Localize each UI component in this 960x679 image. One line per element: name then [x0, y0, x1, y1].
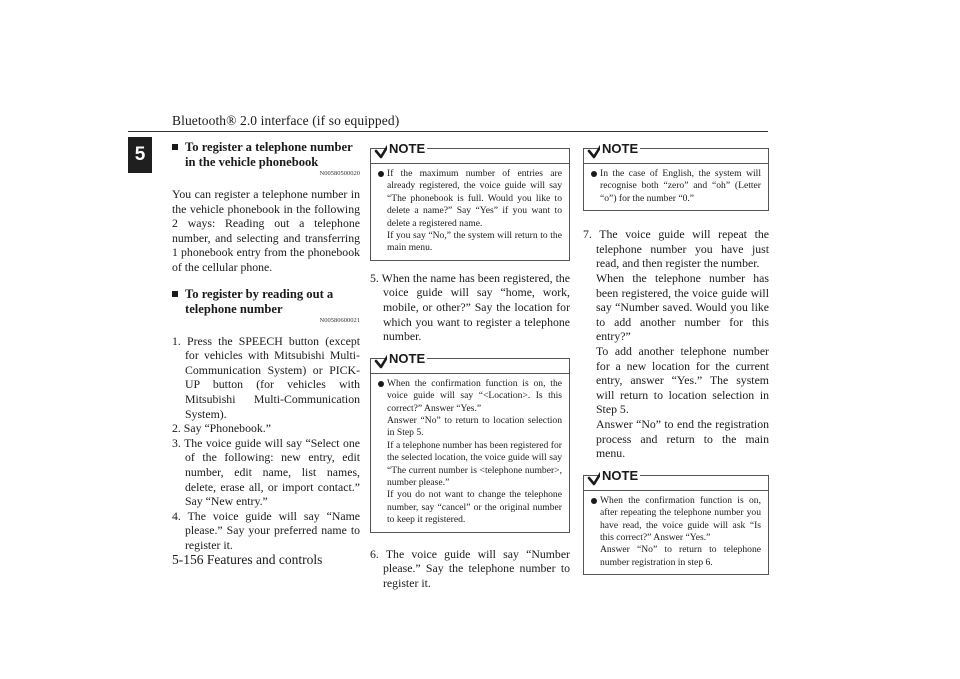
column-middle	[370, 140, 570, 590]
page-footer: 5-156 Features and controls	[172, 552, 323, 567]
note-label: NOTE	[389, 141, 426, 156]
step-item: 4. The voice guide will say “Name please.” Say your preferred name to register it.	[172, 508, 360, 552]
note-text: In the case of English, the system will recognise both “zero” and “oh” (Letter “o”) for the number “0.”	[600, 168, 761, 204]
note-body	[584, 164, 768, 210]
step-item: 1. Press the SPEECH button (except for vehicles with Mitsubishi Multi-Communication System) or PICK-UP button (for vehicles with Mitsubishi Multi-Communication System).	[172, 333, 360, 421]
note-header	[584, 141, 768, 164]
note-box	[583, 141, 769, 211]
note-header	[371, 141, 569, 164]
step-item: 2. Say “Phonebook.”	[172, 421, 271, 436]
note-text: If a telephone number has been registered for the selected location, the voice guide will say “The current number is <telephone number>, number please.”	[387, 439, 562, 489]
note-body	[371, 164, 569, 260]
note-text: If you do not want to change the telephone number, say “cancel” or the original number to keep it registered.	[387, 489, 562, 526]
column-right	[583, 140, 769, 575]
note-text: If the maximum number of entries are already registered, the voice guide will say “The phonebook is full. Would you like to delete a name?” Say “Yes” if you want to delete a registered name.	[387, 168, 562, 229]
note-box	[370, 141, 570, 261]
section-heading	[172, 287, 360, 317]
note-text: When the confirmation function is on, the voice guide will say “<Location>. Is this correct?” Answer “Yes.”	[387, 377, 562, 414]
step-item: 3. The voice guide will say “Select one of the following: new entry, edit number, edit name, list names, delete, erase all, or import contact.” Say “New entry.”	[172, 435, 360, 509]
note-label: NOTE	[602, 467, 639, 483]
step-item: 6. The voice guide will say “Number please.” Say the telephone number to register it.	[370, 546, 570, 590]
round-bullet-icon	[591, 171, 597, 177]
note-body	[371, 374, 569, 532]
note-header	[584, 467, 768, 491]
note-text: If you say “No,” the system will return to the main menu.	[387, 230, 562, 254]
step-item: 7. The voice guide will repeat the telephone number you have just read, and then register the number.	[583, 227, 769, 271]
chapter-tab: 5	[128, 137, 152, 173]
step-continuation: To add another telephone number for a new location for the current entry, answer “Yes.” The system will return to location selection in Step 5.	[596, 343, 769, 417]
note-label: NOTE	[389, 350, 426, 366]
step-item: 5. When the name has been registered, the voice guide will say “home, work, mobile, or other?” Say the location for which you want to register a telephone number.	[370, 270, 570, 344]
note-header	[371, 350, 569, 374]
step-continuation: When the telephone number has been registered, the voice guide will say “Number saved. Would you like to add another number for this entry?”	[596, 271, 769, 344]
body-paragraph: You can register a telephone number in the vehicle phonebook in the following 2 ways: Reading out a telephone number, and selecting and transferring 1 phonebook entry from the phonebook of the cellular phone.	[172, 187, 360, 274]
note-body	[584, 491, 768, 574]
step-continuation: Answer “No” to end the registration process and return to the main menu.	[596, 416, 769, 461]
column-left	[172, 140, 360, 552]
header-rule	[128, 131, 768, 132]
section-code: N00580500020	[319, 170, 360, 177]
note-box	[583, 467, 769, 575]
round-bullet-icon	[591, 498, 597, 504]
square-bullet-icon	[172, 144, 178, 150]
note-box	[370, 350, 570, 533]
page-header: Bluetooth® 2.0 interface (if so equipped)	[172, 113, 400, 128]
section-heading-text: To register a telephone number in the vehicle phonebook	[185, 140, 353, 169]
note-text: When the confirmation function is on, after repeating the telephone number you have read, the voice guide will ask “Is this correct?” Answer “Yes.”	[600, 494, 761, 543]
section-heading-text: To register by reading out a telephone number	[185, 286, 334, 316]
section-heading	[172, 140, 360, 170]
round-bullet-icon	[378, 171, 384, 177]
note-text: Answer “No” to return to location selection in Step 5.	[387, 415, 562, 439]
note-label: NOTE	[602, 141, 639, 156]
square-bullet-icon	[172, 291, 178, 297]
section-code: N00580600021	[319, 316, 360, 324]
note-text: Answer “No” to return to telephone number registration in step 6.	[600, 544, 761, 568]
round-bullet-icon	[378, 381, 384, 387]
